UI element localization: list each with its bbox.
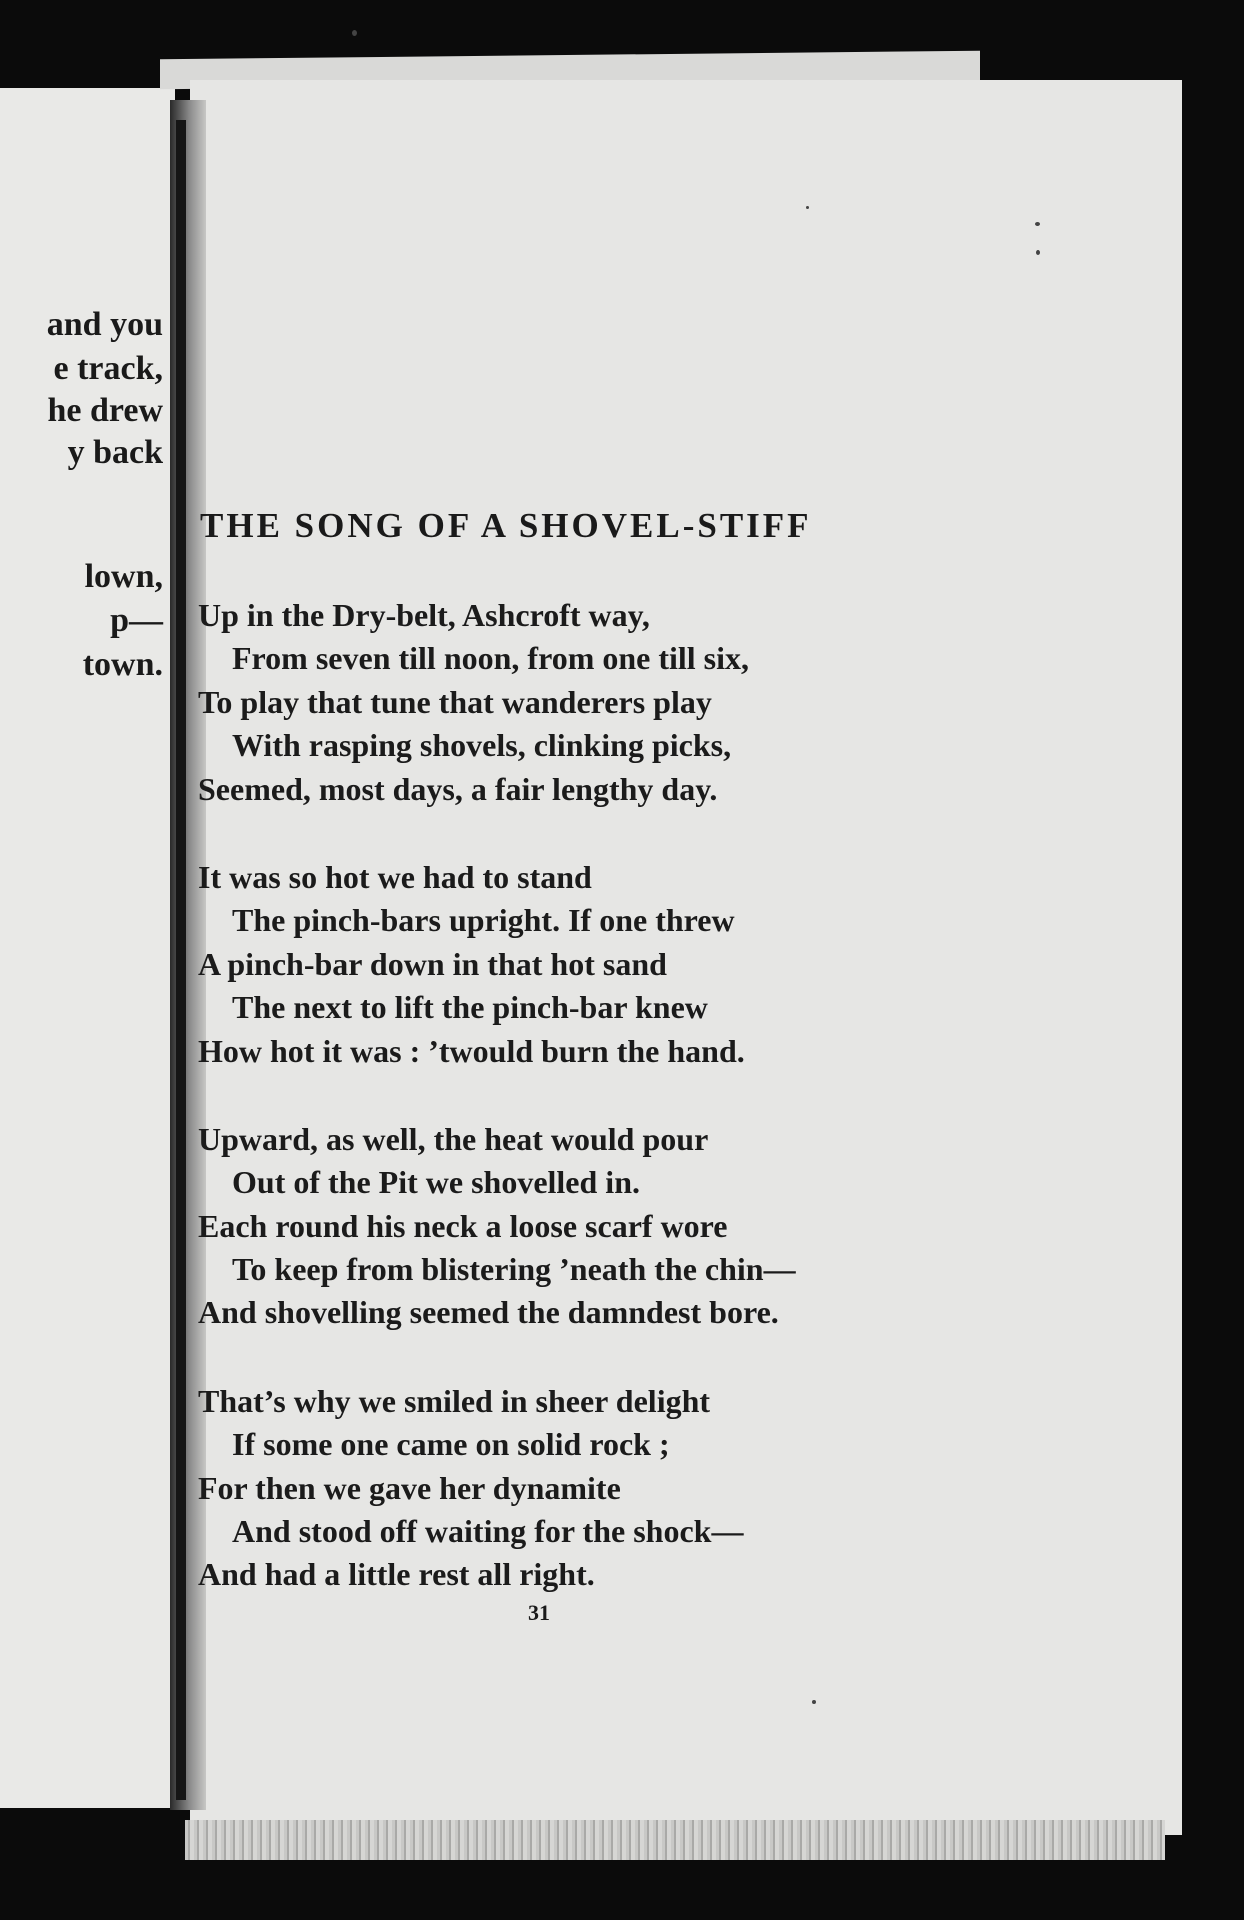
poem-line: And had a little rest all right.	[198, 1556, 595, 1593]
poem-line: That’s why we smiled in sheer delight	[198, 1382, 711, 1419]
left-page	[0, 88, 175, 1808]
poem-line: A pinch-bar down in that hot sand	[198, 945, 667, 982]
poem-line: Each round his neck a loose scarf wore	[198, 1207, 728, 1244]
poem-line: Out of the Pit we shovelled in.	[232, 1164, 640, 1201]
left-page-line: y back	[67, 434, 163, 471]
poem-line: And stood off waiting for the shock—	[232, 1513, 744, 1550]
dust-speck	[812, 1700, 816, 1704]
poem-title: THE SONG OF A SHOVEL-STIFF	[200, 506, 812, 545]
dust-speck	[1035, 222, 1040, 226]
dust-speck	[352, 30, 357, 36]
page-bottom-edge	[185, 1820, 1165, 1860]
left-page-line: he drew	[47, 392, 163, 429]
poem-line: To play that tune that wanderers play	[198, 683, 712, 720]
stanza	[198, 1380, 958, 1597]
poem-line: How hot it was : ’twould burn the hand.	[198, 1032, 745, 1069]
poem-line: It was so hot we had to stand	[198, 858, 592, 895]
poem-line: And shovelling seemed the damndest bore.	[198, 1294, 779, 1331]
poem-line: With rasping shovels, clinking picks,	[232, 727, 732, 764]
left-page-line: town.	[82, 646, 163, 683]
poem-line: To keep from blistering ’neath the chin—	[232, 1251, 796, 1288]
stanza	[198, 856, 958, 1073]
poem-line: For then we gave her dynamite	[198, 1469, 621, 1506]
stanza	[198, 594, 958, 811]
poem-line: Upward, as well, the heat would pour	[198, 1120, 709, 1157]
gutter-shadow	[176, 120, 186, 1800]
poem-body	[198, 594, 958, 1642]
poem-line: From seven till noon, from one till six,	[232, 640, 750, 677]
poem-line: The pinch-bars upright. If one threw	[232, 902, 735, 939]
page-number: 31	[528, 1600, 550, 1625]
dust-speck	[806, 206, 809, 209]
left-page-line: p—	[110, 602, 163, 639]
poem-line: The next to lift the pinch-bar knew	[232, 989, 708, 1026]
left-page-line: lown,	[84, 558, 163, 595]
poem-line: Seemed, most days, a fair lengthy day.	[198, 770, 718, 807]
poem-line: If some one came on solid rock ;	[232, 1426, 670, 1463]
poem-line: Up in the Dry-belt, Ashcroft way,	[198, 597, 650, 633]
dust-speck	[1036, 250, 1040, 255]
left-page-line: e track,	[53, 350, 163, 387]
left-page-line: and you	[46, 306, 163, 343]
stanza	[198, 1118, 958, 1335]
